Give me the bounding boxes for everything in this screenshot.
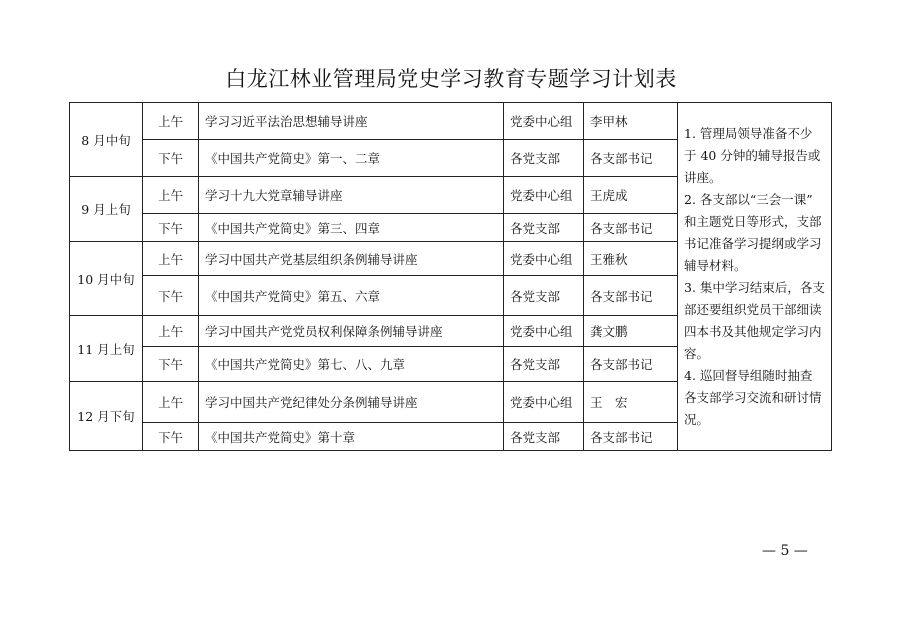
note-line: 于 40 分钟的辅导报告或 <box>684 147 821 163</box>
table-row <box>70 103 832 140</box>
lead-cell: 各支部书记 <box>584 347 678 382</box>
time-cell: 下午 <box>143 276 199 316</box>
note-line: 2. 各支部以“三会一课” <box>684 191 813 207</box>
note-line: 讲座。 <box>684 169 722 185</box>
participants-cell: 各党支部 <box>504 347 584 382</box>
time-cell: 下午 <box>143 140 199 177</box>
topic-cell: 学习中国共产党党员权利保障条例辅导讲座 <box>199 316 504 347</box>
topic-cell: 《中国共产党简史》第十章 <box>199 423 504 451</box>
participants-cell: 党委中心组 <box>504 177 584 214</box>
topic-cell: 学习十九大党章辅导讲座 <box>199 177 504 214</box>
lead-cell: 李甲林 <box>584 103 678 140</box>
participants-cell: 党委中心组 <box>504 382 584 423</box>
period-cell: 9 月上旬 <box>70 177 143 242</box>
participants-cell: 各党支部 <box>504 423 584 451</box>
topic-cell: 《中国共产党简史》第五、六章 <box>199 276 504 316</box>
time-cell: 上午 <box>143 103 199 140</box>
notes-cell <box>678 103 832 451</box>
lead-cell: 王 宏 <box>584 382 678 423</box>
topic-cell: 《中国共产党简史》第一、二章 <box>199 140 504 177</box>
lead-cell: 各支部书记 <box>584 214 678 242</box>
topic-cell: 学习习近平法治思想辅导讲座 <box>199 103 504 140</box>
lead-cell: 各支部书记 <box>584 140 678 177</box>
time-cell: 上午 <box>143 382 199 423</box>
participants-cell: 党委中心组 <box>504 103 584 140</box>
note-line: 和主题党日等形式，支部 <box>684 213 822 229</box>
document-title: 白龙江林业管理局党史学习教育专题学习计划表 <box>225 67 677 91</box>
topic-cell: 《中国共产党简史》第七、八、九章 <box>199 347 504 382</box>
note-line: 各支部学习交流和研讨情 <box>684 389 822 405</box>
note-line: 3. 集中学习结束后，各支 <box>684 279 825 295</box>
note-line: 况。 <box>684 411 710 427</box>
topic-cell: 《中国共产党简史》第三、四章 <box>199 214 504 242</box>
participants-cell: 各党支部 <box>504 276 584 316</box>
participants-cell: 各党支部 <box>504 214 584 242</box>
period-cell: 8 月中旬 <box>70 103 143 177</box>
time-cell: 上午 <box>143 177 199 214</box>
lead-cell: 龚文鹏 <box>584 316 678 347</box>
lead-cell: 王雅秋 <box>584 242 678 276</box>
period-cell: 11 月上旬 <box>70 316 143 382</box>
time-cell: 上午 <box>143 242 199 276</box>
note-line: 辅导材料。 <box>684 257 747 273</box>
lead-cell: 王虎成 <box>584 177 678 214</box>
note-line: 部还要组织党员干部细读 <box>684 301 822 317</box>
topic-cell: 学习中国共产党基层组织条例辅导讲座 <box>199 242 504 276</box>
participants-cell: 党委中心组 <box>504 316 584 347</box>
period-cell: 10 月中旬 <box>70 242 143 316</box>
period-cell: 12 月下旬 <box>70 382 143 451</box>
participants-cell: 各党支部 <box>504 140 584 177</box>
note-line: 书记准备学习提纲或学习 <box>684 235 822 251</box>
time-cell: 下午 <box>143 347 199 382</box>
page-number: — 5 — <box>762 543 808 559</box>
note-line: 四本书及其他规定学习内 <box>684 323 822 339</box>
note-line: 4. 巡回督导组随时抽查 <box>684 367 813 383</box>
time-cell: 下午 <box>143 423 199 451</box>
topic-cell: 学习中国共产党纪律处分条例辅导讲座 <box>199 382 504 423</box>
note-line: 1. 管理局领导准备不少 <box>684 125 813 141</box>
time-cell: 下午 <box>143 214 199 242</box>
lead-cell: 各支部书记 <box>584 423 678 451</box>
lead-cell: 各支部书记 <box>584 276 678 316</box>
participants-cell: 党委中心组 <box>504 242 584 276</box>
study-plan-table <box>69 102 832 451</box>
time-cell: 上午 <box>143 316 199 347</box>
note-line: 容。 <box>684 345 710 361</box>
